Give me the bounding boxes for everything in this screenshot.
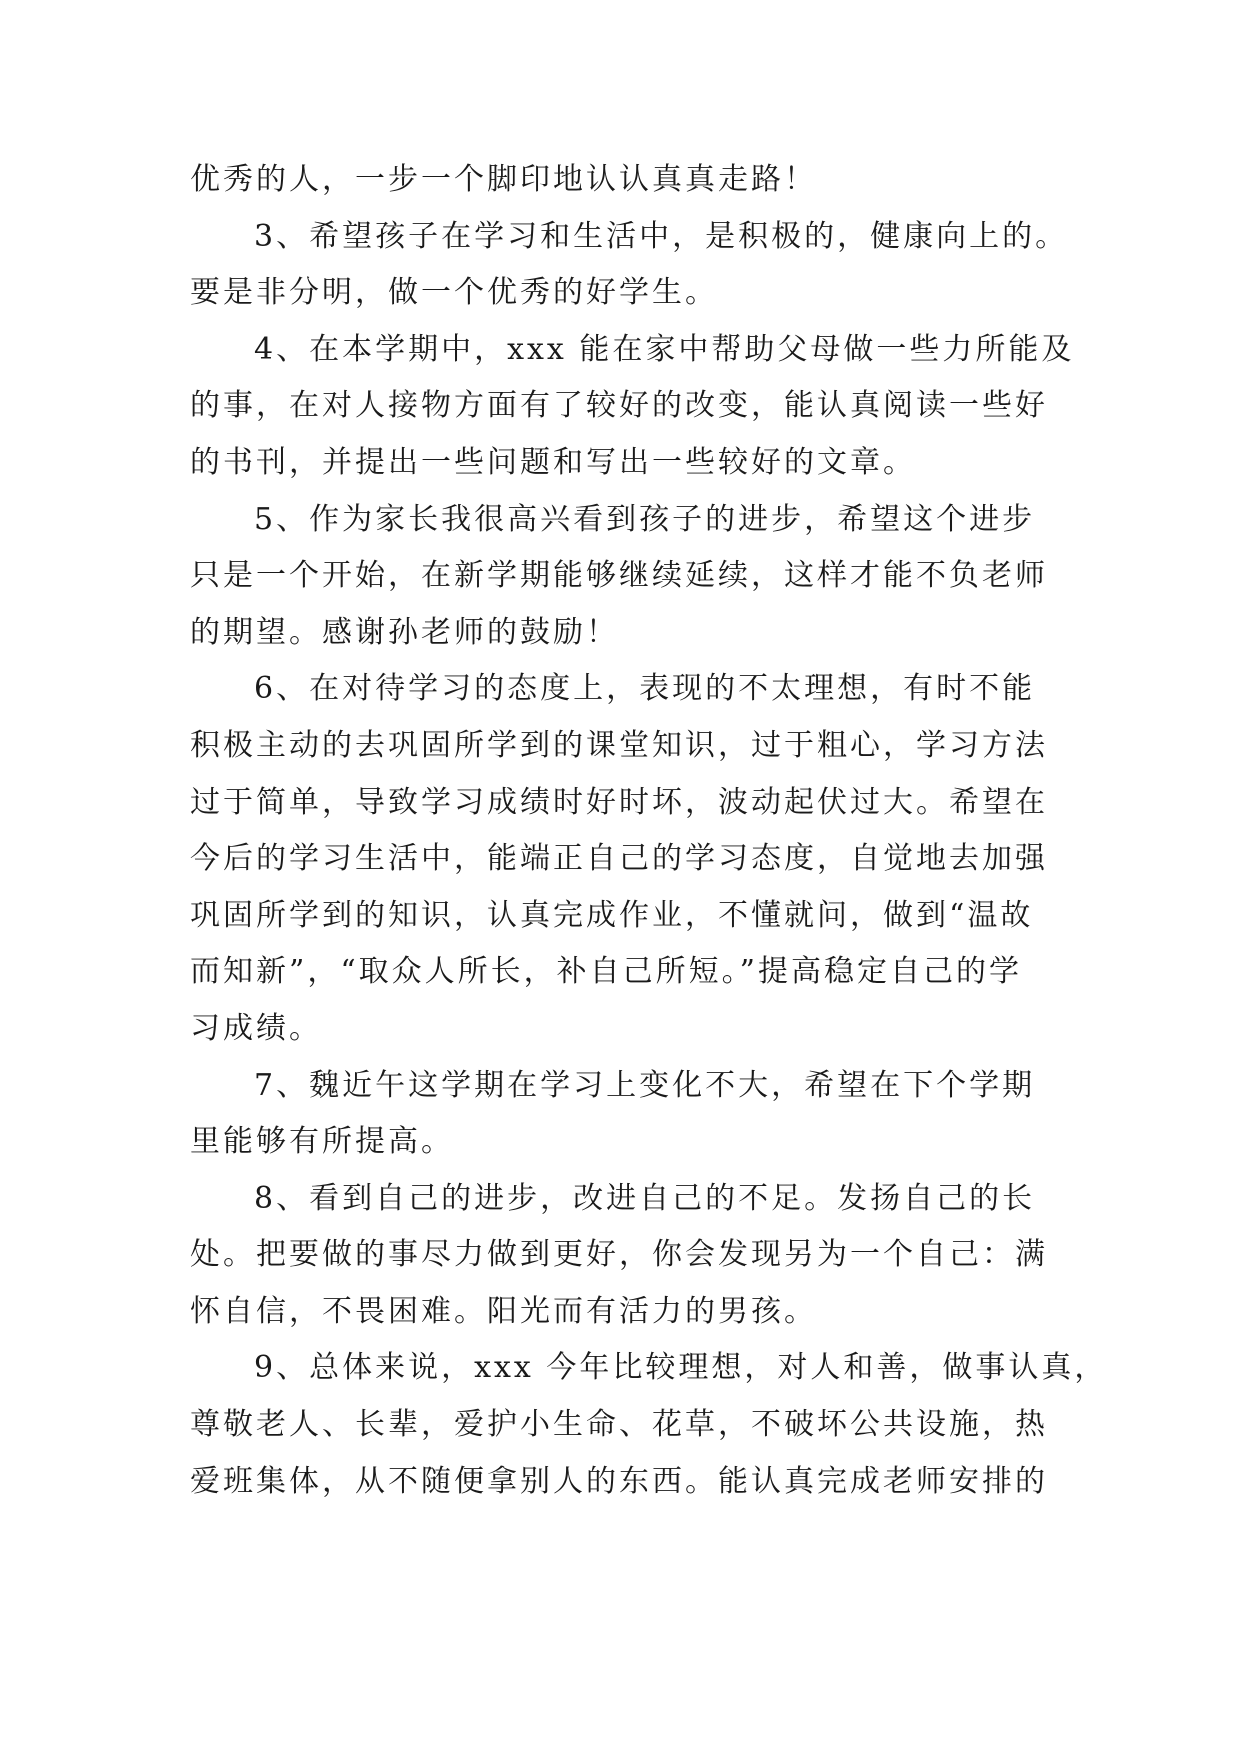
text-line: 习成绩。 [190,1010,322,1046]
text-line: 里能够有所提高。 [190,1124,454,1160]
text-line: 6、在对待学习的态度上，表现的不太理想，有时不能 [254,671,1036,707]
text-line: 爱班集体，从不随便拿别人的东西。能认真完成老师安排的 [190,1463,1048,1499]
text-line: 3、希望孩子在学习和生活中，是积极的，健康向上的。 [254,218,1069,254]
text-line: 7、魏近午这学期在学习上变化不大，希望在下个学期 [254,1067,1036,1103]
text-line: 只是一个开始，在新学期能够继续延续，这样才能不负老师 [190,558,1048,594]
text-line: 过于简单，导致学习成绩时好时坏，波动起伏过大。希望在 [190,784,1048,820]
text-line: 4、在本学期中，xxx 能在家中帮助父母做一些力所能及 [254,331,1075,367]
text-line: 今后的学习生活中，能端正自己的学习态度，自觉地去加强 [190,841,1048,877]
text-line: 怀自信，不畏困难。阳光而有活力的男孩。 [190,1293,817,1329]
text-line: 5、作为家长我很高兴看到孩子的进步，希望这个进步 [254,501,1036,537]
text-line: 尊敬老人、长辈，爱护小生命、花草，不破坏公共设施，热 [190,1407,1048,1443]
text-line: 的事，在对人接物方面有了较好的改变，能认真阅读一些好 [190,388,1048,424]
text-line: 巩固所学到的知识，认真完成作业，不懂就问，做到“温故 [190,897,1034,933]
text-line: 优秀的人，一步一个脚印地认认真真走路！ [190,162,817,197]
text-line: 要是非分明，做一个优秀的好学生。 [190,275,718,311]
text-line: 而知新”，“取众人所长，补自己所短。”提高稳定自己的学 [190,954,1023,990]
text-line: 的书刊，并提出一些问题和写出一些较好的文章。 [190,444,916,480]
text-line: 8、看到自己的进步，改进自己的不足。发扬自己的长 [254,1180,1036,1216]
text-line: 9、总体来说，xxx 今年比较理想，对人和善，做事认真， [254,1350,1108,1386]
text-line: 的期望。感谢孙老师的鼓励！ [190,614,619,650]
text-line: 处。把要做的事尽力做到更好，你会发现另为一个自己：满 [190,1237,1048,1273]
text-line: 积极主动的去巩固所学到的课堂知识，过于粗心，学习方法 [190,727,1048,763]
document-body [190,152,1108,1510]
